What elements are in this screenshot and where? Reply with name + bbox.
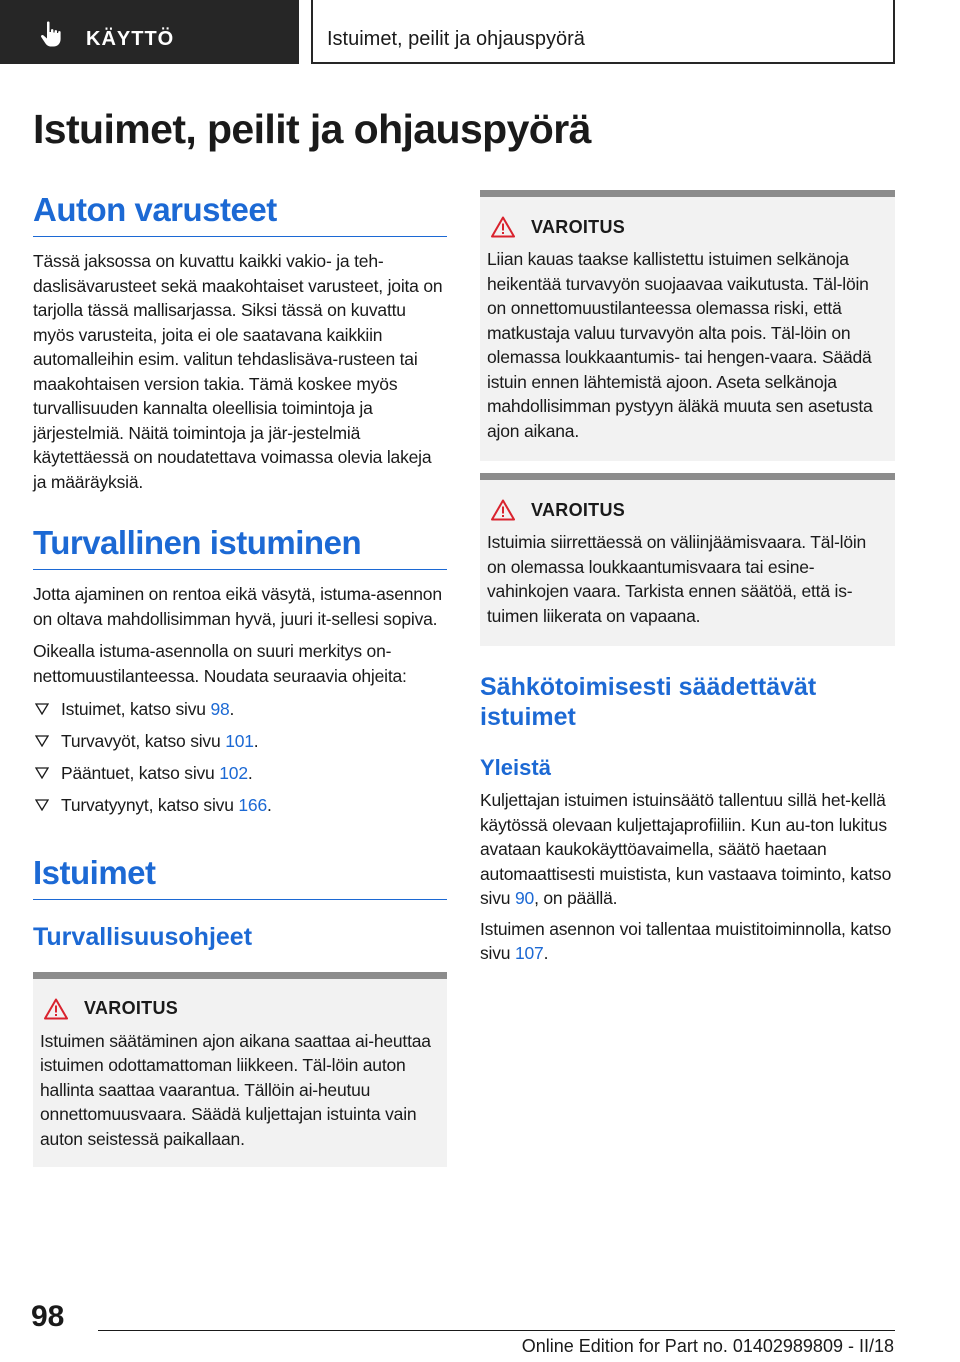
page-title: Istuimet, peilit ja ohjauspyörä bbox=[33, 106, 591, 152]
electric-text-1-a: Kuljettajan istuimen istuinsäätö tallentuu sillä het-kellä käytössä olevaan kuljettajaprofiiliin. Kun au-ton lukitus avataan kaukokäyttöavaimella, säätö haetaan automaattisesti muistista, kun vastaava toiminto, katso sivu bbox=[480, 790, 892, 908]
safe-sitting-text-2: Oikealla istuma-asennolla on suuri merkitys on-nettomuustilanteessa. Noudata seuraavia ohjeita: bbox=[33, 641, 407, 686]
bullet-end: . bbox=[267, 795, 272, 815]
safe-sitting-bullet-list bbox=[33, 697, 447, 818]
warning-header bbox=[40, 991, 440, 1027]
warning-text: Istuimia siirrettäessä on väliinjäämisvaara. Täl-löin on olemassa loukkaantumisvaara tai esine-vahinkojen vaara. Tarkista ennen säätöä, että is-tuimen liikerata on vapaana. bbox=[487, 532, 867, 626]
triangle-bullet-icon bbox=[35, 799, 49, 811]
warning-header bbox=[487, 209, 888, 245]
page-link[interactable]: 166 bbox=[238, 795, 267, 815]
page-link[interactable]: 102 bbox=[219, 763, 248, 783]
triangle-bullet-icon bbox=[35, 767, 49, 779]
bullet-airbags bbox=[33, 793, 447, 818]
warning-triangle-icon bbox=[44, 998, 68, 1020]
warning-box-trapping bbox=[480, 473, 895, 646]
breadcrumb bbox=[311, 0, 895, 64]
safe-sitting-text-1: Jotta ajaminen on rentoa eikä väsytä, istuma-asennon on oltava mahdollisimman hyvä, juuri it-sellesi sopiva. bbox=[33, 584, 442, 629]
triangle-bullet-icon bbox=[35, 703, 49, 715]
safe-sitting-heading: Turvallinen istuminen bbox=[33, 523, 447, 570]
warning-triangle-icon bbox=[491, 499, 515, 521]
equipment-heading: Auton varusteet bbox=[33, 190, 447, 237]
page-link[interactable]: 107 bbox=[514, 943, 544, 963]
bullet-text: Turvatyynyt, katso sivu bbox=[61, 795, 239, 815]
electric-text-2 bbox=[480, 917, 895, 966]
bullet-text: Turvavyöt, katso sivu bbox=[61, 731, 226, 751]
warning-box-backrest bbox=[480, 190, 895, 461]
page-number: 98 bbox=[31, 1300, 65, 1333]
page-link[interactable]: 101 bbox=[225, 731, 254, 751]
warning-title: VAROITUS bbox=[531, 499, 626, 520]
section-tab bbox=[0, 0, 299, 64]
bullet-end: . bbox=[247, 763, 253, 783]
bullet-text: Istuimet, katso sivu bbox=[61, 699, 211, 719]
warning-box bbox=[33, 972, 447, 1168]
electric-seats-heading: Sähkötoimisesti säädettävät istuimet bbox=[480, 673, 817, 731]
right-column bbox=[480, 190, 895, 966]
section-tab-label: KÄYTTÖ bbox=[86, 28, 175, 50]
electric-text-1 bbox=[480, 788, 895, 911]
pointing-hand-icon bbox=[38, 20, 66, 48]
edition-note: Online Edition for Part no. 01402989809 - II/18 bbox=[521, 1336, 894, 1356]
equipment-text: Tässä jaksossa on kuvattu kaikki vakio- ja teh-daslisävarusteet sekä maakohtaiset varusteet, joita on tarjolla tässä mallisarjassa. Siksi tässä on kuvattu myös varusteita, joita ei ole saatavana kaikkiin automalleihin esim. valitun tehdaslisäva-rusteen tai maakohtaisen version takia. Tämä koskee myös turvallisuuden kannalta oleellisia toimintoja ja järjestelmiä. Näitä toimintoja ja jär-jestelmiä käytettäessä on noudatettava voimassa olevia lakeja ja määräyksiä. bbox=[33, 251, 443, 492]
safety-instructions-heading: Turvallisuusohjeet bbox=[33, 922, 253, 951]
electric-text-2-a: Istuimen asennon voi tallentaa muistitoiminnolla, katso sivu bbox=[480, 918, 892, 963]
warning-header bbox=[487, 492, 888, 528]
bullet-end: . bbox=[229, 699, 235, 719]
breadcrumb-label: Istuimet, peilit ja ohjauspyörä bbox=[327, 28, 585, 50]
left-column bbox=[33, 190, 447, 1167]
page-link[interactable]: 90 bbox=[514, 888, 535, 908]
electric-text-2-b: . bbox=[543, 943, 549, 963]
page-link[interactable]: 98 bbox=[210, 699, 230, 719]
bullet-seats bbox=[33, 697, 447, 722]
bullet-text: Pääntuet, katso sivu bbox=[61, 763, 220, 783]
electric-text-1-b: , on päällä. bbox=[534, 888, 618, 908]
warning-triangle-icon bbox=[491, 216, 515, 238]
footer-divider bbox=[98, 1330, 895, 1331]
general-subheading: Yleistä bbox=[480, 755, 551, 780]
warning-text: Liian kauas taakse kallistettu istuimen selkänoja heikentää turvavyön suojaavaa vaikutusta. Täl-löin on onnettomuustilanteessa olemassa riski, että matkustaja valuu turvavyön alta pois. Täl-löin on olemassa loukkaantumis- tai hengen-vaara. Säädä istuin ennen lähtemistä ajoon. Aseta selkänoja mahdollisimman pystyyn äläkä muuta sen asetusta ajon aikana. bbox=[487, 249, 873, 441]
warning-title: VAROITUS bbox=[84, 998, 179, 1018]
bullet-headrests bbox=[33, 761, 447, 786]
warning-title: VAROITUS bbox=[531, 216, 626, 237]
triangle-bullet-icon bbox=[35, 735, 49, 747]
bullet-seatbelts bbox=[33, 729, 447, 754]
bullet-end: . bbox=[253, 731, 259, 751]
seats-heading: Istuimet bbox=[33, 853, 447, 900]
warning-text: Istuimen säätäminen ajon aikana saattaa ai-heuttaa istuimen odottamattoman liikkeen. Täl-löin auton hallinta saattaa vaarantua. Tällöin ai-heutuu onnettomuusvaara. Säädä kuljettajan istuinta vain auton seistessä paikallaan. bbox=[40, 1030, 431, 1149]
